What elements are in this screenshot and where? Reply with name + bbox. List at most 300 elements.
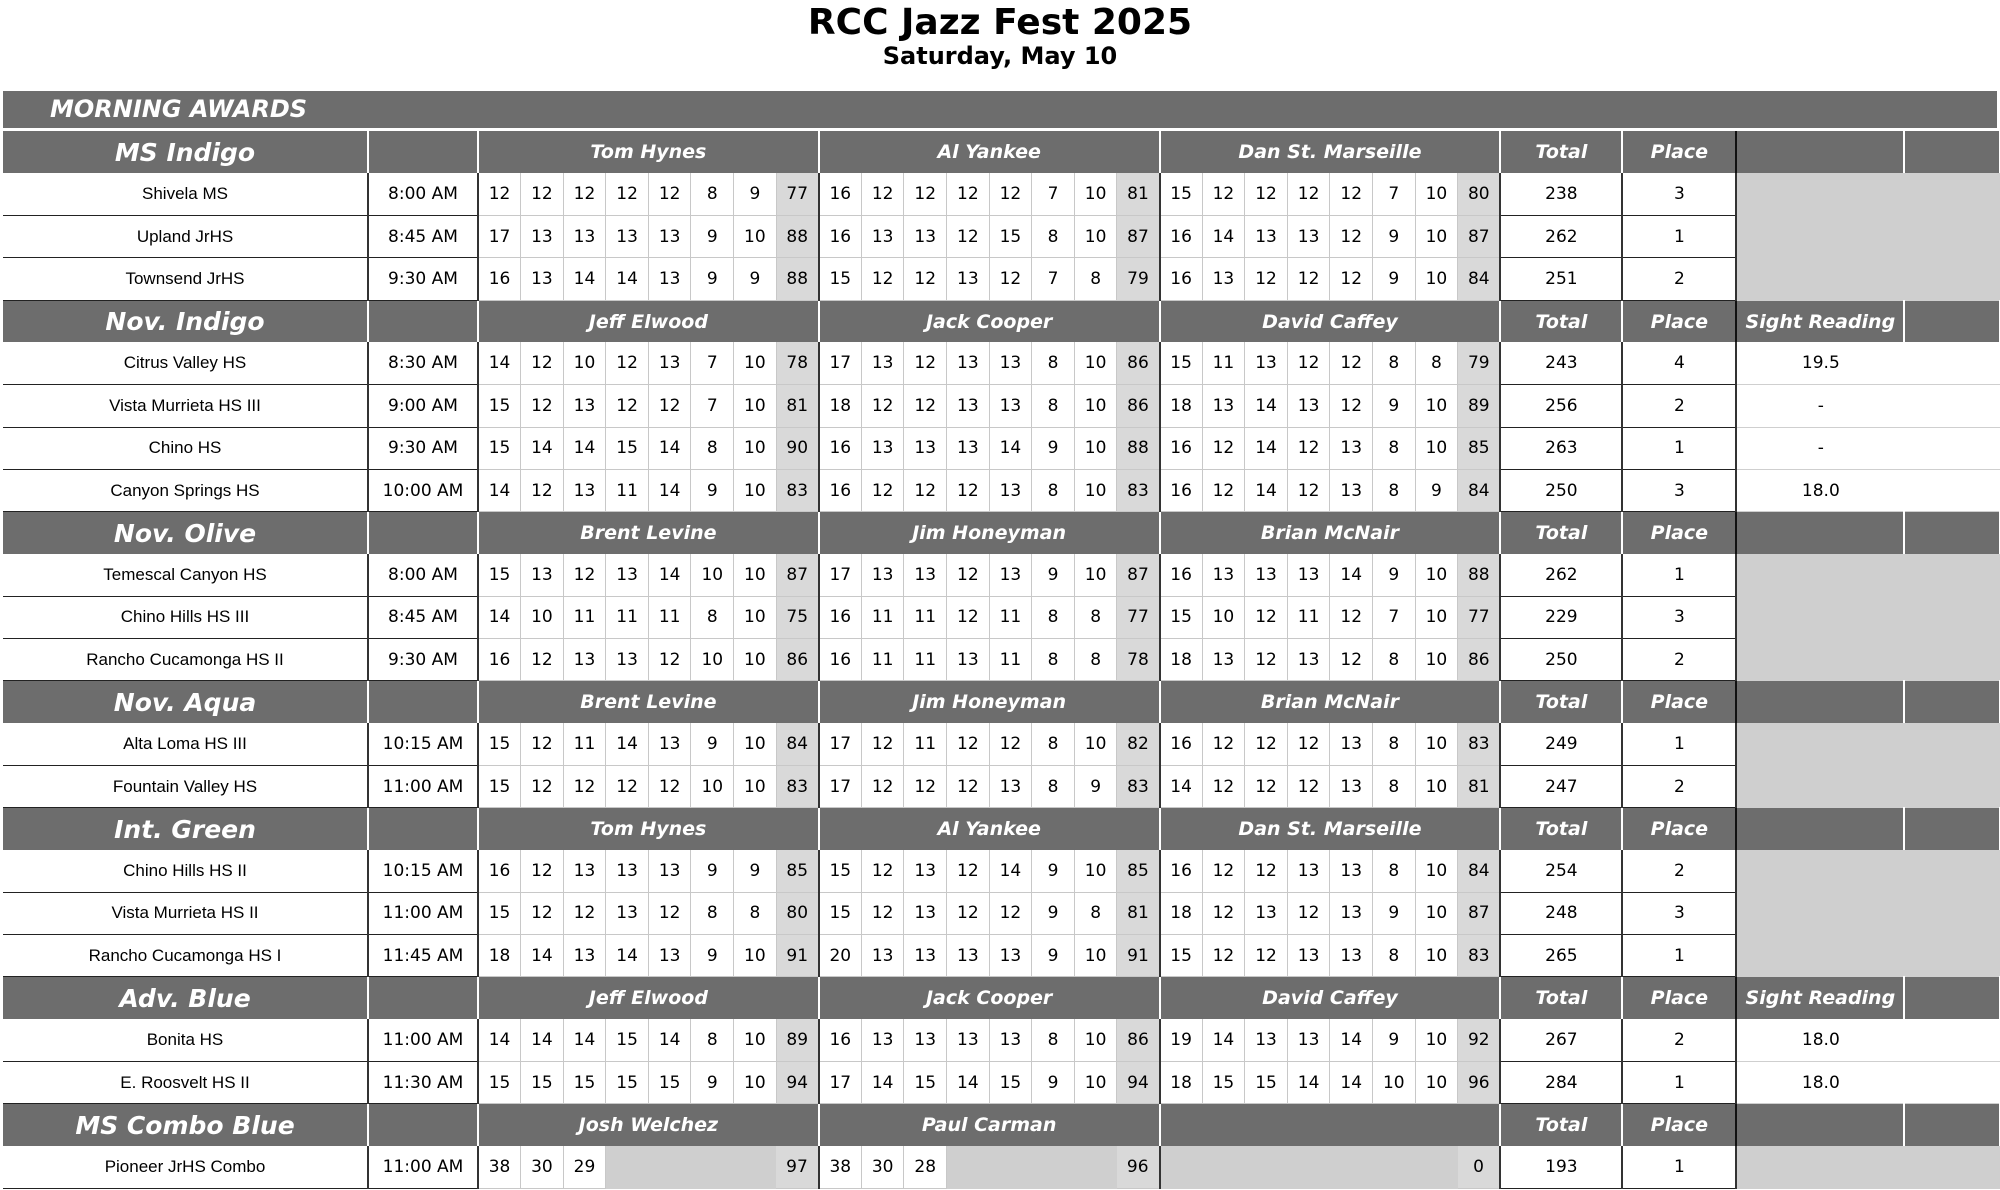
score-cell: 12 bbox=[861, 850, 904, 892]
score-cell: 11 bbox=[1287, 596, 1330, 638]
score-cell: 10 bbox=[1415, 765, 1458, 807]
score-cell: 14 bbox=[989, 850, 1032, 892]
score-cell: 13 bbox=[989, 1019, 1032, 1061]
trailing-cell bbox=[1904, 554, 2000, 596]
score-cell: 15 bbox=[1202, 1062, 1245, 1104]
score-cell: 13 bbox=[989, 342, 1032, 384]
score-cell: 14 bbox=[947, 1062, 990, 1104]
score-cell: 12 bbox=[989, 892, 1032, 934]
score-cell: 8 bbox=[734, 892, 777, 934]
score-cell: 10 bbox=[691, 765, 734, 807]
score-cell: 12 bbox=[947, 469, 990, 511]
total-score: 248 bbox=[1500, 892, 1622, 934]
score-cell: 10 bbox=[1074, 723, 1117, 765]
score-cell: 12 bbox=[904, 765, 947, 807]
sight-reading-empty bbox=[1736, 892, 1904, 934]
score-cell: 13 bbox=[989, 935, 1032, 977]
score-cell: 18 bbox=[1160, 892, 1203, 934]
trailing-header-cell bbox=[1904, 131, 2000, 173]
trailing-cell bbox=[1904, 723, 2000, 765]
score-cell: 15 bbox=[478, 427, 521, 469]
empty-score-cell bbox=[989, 1146, 1032, 1188]
score-cell: 12 bbox=[1245, 639, 1288, 681]
score-cell: 10 bbox=[734, 596, 777, 638]
score-cell: 14 bbox=[989, 427, 1032, 469]
score-cell: 12 bbox=[1245, 723, 1288, 765]
judge-name: Brian McNair bbox=[1160, 681, 1501, 723]
table-row bbox=[3, 1146, 2000, 1188]
score-cell: 9 bbox=[1415, 469, 1458, 511]
judge-subtotal: 86 bbox=[776, 639, 819, 681]
judge-subtotal: 96 bbox=[1458, 1062, 1501, 1104]
score-cell: 17 bbox=[819, 723, 862, 765]
judge-name: David Caffey bbox=[1160, 300, 1501, 342]
category-header bbox=[3, 1104, 2000, 1146]
performance-time: 11:00 AM bbox=[368, 1019, 478, 1061]
score-cell: 12 bbox=[606, 765, 649, 807]
score-cell: 12 bbox=[861, 723, 904, 765]
score-cell: 13 bbox=[1330, 850, 1373, 892]
performance-time: 9:30 AM bbox=[368, 639, 478, 681]
score-cell: 15 bbox=[648, 1062, 691, 1104]
sight-reading-header: Sight Reading bbox=[1736, 300, 1904, 342]
sight-reading-empty bbox=[1736, 935, 1904, 977]
score-cell: 13 bbox=[563, 639, 606, 681]
total-header: Total bbox=[1500, 131, 1622, 173]
score-cell: 8 bbox=[1032, 385, 1075, 427]
score-cell: 12 bbox=[1202, 892, 1245, 934]
score-cell: 13 bbox=[861, 554, 904, 596]
performance-time: 11:45 AM bbox=[368, 935, 478, 977]
judge-subtotal: 94 bbox=[776, 1062, 819, 1104]
score-cell: 13 bbox=[1330, 935, 1373, 977]
score-cell: 10 bbox=[521, 596, 564, 638]
score-cell: 13 bbox=[563, 469, 606, 511]
section-banner: MORNING AWARDS bbox=[3, 91, 1997, 128]
score-cell: 12 bbox=[904, 258, 947, 300]
judge-subtotal: 90 bbox=[776, 427, 819, 469]
judge-subtotal: 85 bbox=[1458, 427, 1501, 469]
score-cell: 12 bbox=[648, 385, 691, 427]
score-cell: 15 bbox=[1160, 342, 1203, 384]
total-score: 247 bbox=[1500, 765, 1622, 807]
judge-name: Brian McNair bbox=[1160, 512, 1501, 554]
sight-reading-header-blank bbox=[1736, 512, 1904, 554]
score-cell: 18 bbox=[1160, 385, 1203, 427]
trailing-header-cell bbox=[1904, 300, 2000, 342]
total-score: 243 bbox=[1500, 342, 1622, 384]
time-header-cell bbox=[368, 808, 478, 850]
trailing-cell bbox=[1904, 427, 2000, 469]
performance-time: 9:00 AM bbox=[368, 385, 478, 427]
score-cell: 13 bbox=[1245, 1019, 1288, 1061]
score-cell: 12 bbox=[861, 892, 904, 934]
score-cell: 11 bbox=[989, 596, 1032, 638]
empty-score-cell bbox=[1032, 1146, 1075, 1188]
score-cell: 16 bbox=[1160, 554, 1203, 596]
judge-subtotal: 96 bbox=[1117, 1146, 1160, 1188]
table-row bbox=[3, 1019, 2000, 1061]
judge-subtotal: 83 bbox=[1458, 723, 1501, 765]
score-cell: 11 bbox=[1202, 342, 1245, 384]
band-name: Pioneer JrHS Combo bbox=[3, 1146, 368, 1188]
empty-score-cell bbox=[734, 1146, 777, 1188]
score-cell: 12 bbox=[861, 173, 904, 215]
empty-score-cell bbox=[1415, 1146, 1458, 1188]
score-cell: 12 bbox=[1287, 427, 1330, 469]
score-cell: 15 bbox=[606, 1019, 649, 1061]
band-name: Shivela MS bbox=[3, 173, 368, 215]
score-cell: 13 bbox=[648, 258, 691, 300]
score-cell: 11 bbox=[648, 596, 691, 638]
score-cell: 10 bbox=[1074, 173, 1117, 215]
place-header: Place bbox=[1622, 300, 1736, 342]
judge-name: Al Yankee bbox=[819, 131, 1160, 173]
score-cell: 12 bbox=[1287, 173, 1330, 215]
score-cell: 8 bbox=[1032, 342, 1075, 384]
score-cell: 7 bbox=[1032, 173, 1075, 215]
score-cell: 10 bbox=[1415, 385, 1458, 427]
score-cell: 8 bbox=[1373, 469, 1416, 511]
score-cell: 10 bbox=[1415, 1019, 1458, 1061]
score-cell: 13 bbox=[1287, 554, 1330, 596]
score-cell: 12 bbox=[1287, 258, 1330, 300]
total-score: 256 bbox=[1500, 385, 1622, 427]
score-cell: 12 bbox=[1245, 258, 1288, 300]
score-cell: 9 bbox=[1032, 427, 1075, 469]
judge-subtotal: 91 bbox=[1117, 935, 1160, 977]
judge-subtotal: 91 bbox=[776, 935, 819, 977]
time-header-cell bbox=[368, 1104, 478, 1146]
score-cell: 9 bbox=[691, 258, 734, 300]
report-header bbox=[0, 0, 2000, 69]
judge-name: Jeff Elwood bbox=[478, 300, 819, 342]
score-cell: 11 bbox=[606, 469, 649, 511]
score-cell: 13 bbox=[1330, 427, 1373, 469]
score-cell: 7 bbox=[1032, 258, 1075, 300]
score-cell: 13 bbox=[947, 258, 990, 300]
score-cell: 13 bbox=[904, 935, 947, 977]
performance-time: 11:00 AM bbox=[368, 1146, 478, 1188]
score-cell: 17 bbox=[819, 342, 862, 384]
score-cell: 16 bbox=[1160, 427, 1203, 469]
band-name: Fountain Valley HS bbox=[3, 765, 368, 807]
score-cell: 13 bbox=[606, 216, 649, 258]
judge-subtotal: 85 bbox=[1117, 850, 1160, 892]
score-cell: 12 bbox=[521, 639, 564, 681]
score-cell: 13 bbox=[989, 469, 1032, 511]
trailing-header-cell bbox=[1904, 808, 2000, 850]
judge-subtotal: 88 bbox=[776, 216, 819, 258]
score-cell: 7 bbox=[691, 385, 734, 427]
score-cell: 11 bbox=[861, 596, 904, 638]
score-cell: 12 bbox=[861, 385, 904, 427]
score-cell: 12 bbox=[521, 342, 564, 384]
band-name: Vista Murrieta HS II bbox=[3, 892, 368, 934]
table-row bbox=[3, 1062, 2000, 1104]
score-cell: 9 bbox=[1032, 935, 1075, 977]
judge-name: Josh Welchez bbox=[478, 1104, 819, 1146]
judge-subtotal: 78 bbox=[1117, 639, 1160, 681]
place-value: 1 bbox=[1622, 1062, 1736, 1104]
score-cell: 15 bbox=[521, 1062, 564, 1104]
score-cell: 10 bbox=[734, 342, 777, 384]
sight-reading-header-blank bbox=[1736, 1104, 1904, 1146]
score-cell: 14 bbox=[478, 1019, 521, 1061]
score-cell: 12 bbox=[563, 554, 606, 596]
score-cell: 12 bbox=[1245, 765, 1288, 807]
score-cell: 28 bbox=[904, 1146, 947, 1188]
page-subtitle: Saturday, May 10 bbox=[882, 42, 1118, 70]
judge-subtotal: 84 bbox=[1458, 850, 1501, 892]
judge-subtotal: 81 bbox=[1117, 892, 1160, 934]
score-cell: 10 bbox=[1074, 1062, 1117, 1104]
score-cell: 12 bbox=[947, 216, 990, 258]
band-name: Citrus Valley HS bbox=[3, 342, 368, 384]
page-title: RCC Jazz Fest 2025 bbox=[807, 2, 1193, 43]
time-header-cell bbox=[368, 300, 478, 342]
score-cell: 12 bbox=[947, 554, 990, 596]
score-cell: 12 bbox=[989, 723, 1032, 765]
sight-reading-score: 19.5 bbox=[1736, 342, 1904, 384]
score-cell: 12 bbox=[1330, 596, 1373, 638]
empty-score-cell bbox=[606, 1146, 649, 1188]
score-cell: 13 bbox=[1245, 342, 1288, 384]
judge-subtotal: 84 bbox=[1458, 258, 1501, 300]
score-cell: 12 bbox=[1330, 258, 1373, 300]
trailing-cell bbox=[1904, 765, 2000, 807]
table-row bbox=[3, 216, 2000, 258]
score-cell: 15 bbox=[1245, 1062, 1288, 1104]
category-header bbox=[3, 977, 2000, 1019]
score-cell: 10 bbox=[734, 765, 777, 807]
score-cell: 15 bbox=[819, 850, 862, 892]
score-cell: 13 bbox=[521, 554, 564, 596]
sight-reading-empty bbox=[1736, 258, 1904, 300]
score-cell: 8 bbox=[1074, 258, 1117, 300]
score-cell: 12 bbox=[947, 173, 990, 215]
score-cell: 14 bbox=[606, 723, 649, 765]
score-cell: 12 bbox=[1202, 427, 1245, 469]
score-cell: 13 bbox=[1245, 216, 1288, 258]
trailing-cell bbox=[1904, 258, 2000, 300]
empty-score-cell bbox=[1287, 1146, 1330, 1188]
score-cell: 11 bbox=[606, 596, 649, 638]
score-cell: 8 bbox=[1373, 723, 1416, 765]
judge-subtotal: 84 bbox=[1458, 469, 1501, 511]
judge-subtotal: 87 bbox=[1458, 892, 1501, 934]
score-cell: 12 bbox=[1202, 173, 1245, 215]
total-score: 262 bbox=[1500, 554, 1622, 596]
score-cell: 10 bbox=[1415, 216, 1458, 258]
score-cell: 16 bbox=[819, 216, 862, 258]
scores-table-body bbox=[3, 131, 2000, 1188]
score-cell: 11 bbox=[861, 639, 904, 681]
score-cell: 10 bbox=[734, 639, 777, 681]
score-cell: 8 bbox=[1074, 596, 1117, 638]
sight-reading-empty bbox=[1736, 639, 1904, 681]
score-cell: 12 bbox=[947, 892, 990, 934]
score-cell: 13 bbox=[861, 427, 904, 469]
sight-reading-empty bbox=[1736, 850, 1904, 892]
scores-table bbox=[3, 131, 2000, 1189]
sight-reading-score: 18.0 bbox=[1736, 1019, 1904, 1061]
score-cell: 13 bbox=[563, 935, 606, 977]
score-cell: 12 bbox=[1330, 639, 1373, 681]
judge-subtotal: 87 bbox=[1458, 216, 1501, 258]
score-cell: 12 bbox=[478, 173, 521, 215]
score-cell: 16 bbox=[478, 258, 521, 300]
performance-time: 9:30 AM bbox=[368, 427, 478, 469]
category-name: Int. Green bbox=[3, 808, 368, 850]
empty-score-cell bbox=[648, 1146, 691, 1188]
score-cell: 12 bbox=[904, 385, 947, 427]
score-cell: 16 bbox=[1160, 850, 1203, 892]
table-row bbox=[3, 342, 2000, 384]
table-row bbox=[3, 850, 2000, 892]
score-cell: 12 bbox=[947, 850, 990, 892]
trailing-cell bbox=[1904, 1019, 2000, 1061]
place-value: 3 bbox=[1622, 892, 1736, 934]
score-cell: 12 bbox=[648, 639, 691, 681]
score-cell: 10 bbox=[734, 554, 777, 596]
score-cell: 8 bbox=[1032, 765, 1075, 807]
score-cell: 13 bbox=[989, 765, 1032, 807]
score-cell: 18 bbox=[478, 935, 521, 977]
category-header bbox=[3, 131, 2000, 173]
score-cell: 7 bbox=[691, 342, 734, 384]
score-cell: 16 bbox=[819, 596, 862, 638]
score-cell: 14 bbox=[606, 935, 649, 977]
score-cell: 12 bbox=[606, 385, 649, 427]
total-score: 238 bbox=[1500, 173, 1622, 215]
performance-time: 11:30 AM bbox=[368, 1062, 478, 1104]
score-cell: 15 bbox=[606, 427, 649, 469]
judge-subtotal: 79 bbox=[1117, 258, 1160, 300]
total-score: 254 bbox=[1500, 850, 1622, 892]
judge-subtotal: 86 bbox=[1458, 639, 1501, 681]
score-cell: 13 bbox=[606, 639, 649, 681]
place-value: 1 bbox=[1622, 935, 1736, 977]
score-cell: 38 bbox=[478, 1146, 521, 1188]
empty-score-cell bbox=[1245, 1146, 1288, 1188]
score-cell: 12 bbox=[1330, 385, 1373, 427]
score-cell: 17 bbox=[819, 554, 862, 596]
score-cell: 8 bbox=[1373, 427, 1416, 469]
score-cell: 12 bbox=[606, 342, 649, 384]
score-cell: 14 bbox=[648, 427, 691, 469]
score-cell: 10 bbox=[1074, 342, 1117, 384]
score-cell: 10 bbox=[1415, 892, 1458, 934]
empty-score-cell bbox=[691, 1146, 734, 1188]
score-cell: 10 bbox=[1074, 850, 1117, 892]
judge-subtotal: 89 bbox=[776, 1019, 819, 1061]
score-cell: 9 bbox=[1373, 216, 1416, 258]
band-name: Chino Hills HS III bbox=[3, 596, 368, 638]
judge-name: Dan St. Marseille bbox=[1160, 808, 1501, 850]
score-cell: 12 bbox=[1330, 173, 1373, 215]
score-cell: 12 bbox=[521, 385, 564, 427]
score-cell: 11 bbox=[904, 723, 947, 765]
score-cell: 16 bbox=[819, 173, 862, 215]
score-cell: 14 bbox=[1202, 216, 1245, 258]
place-header: Place bbox=[1622, 977, 1736, 1019]
performance-time: 10:00 AM bbox=[368, 469, 478, 511]
category-name: MS Combo Blue bbox=[3, 1104, 368, 1146]
trailing-cell bbox=[1904, 850, 2000, 892]
score-cell: 8 bbox=[1032, 216, 1075, 258]
score-cell: 15 bbox=[478, 892, 521, 934]
empty-score-cell bbox=[1330, 1146, 1373, 1188]
judge-subtotal: 86 bbox=[1117, 1019, 1160, 1061]
performance-time: 11:00 AM bbox=[368, 765, 478, 807]
score-cell: 38 bbox=[819, 1146, 862, 1188]
score-cell: 9 bbox=[691, 850, 734, 892]
score-cell: 14 bbox=[1330, 1062, 1373, 1104]
judge-subtotal: 79 bbox=[1458, 342, 1501, 384]
score-cell: 13 bbox=[904, 216, 947, 258]
table-row bbox=[3, 935, 2000, 977]
total-score: 249 bbox=[1500, 723, 1622, 765]
judge-subtotal: 87 bbox=[776, 554, 819, 596]
trailing-cell bbox=[1904, 342, 2000, 384]
score-cell: 8 bbox=[1032, 723, 1075, 765]
score-cell: 12 bbox=[947, 723, 990, 765]
score-cell: 13 bbox=[1245, 554, 1288, 596]
score-cell: 12 bbox=[861, 765, 904, 807]
score-cell: 16 bbox=[1160, 469, 1203, 511]
judge-name: Jim Honeyman bbox=[819, 681, 1160, 723]
sight-reading-empty bbox=[1736, 596, 1904, 638]
place-value: 2 bbox=[1622, 765, 1736, 807]
score-cell: 13 bbox=[648, 723, 691, 765]
score-cell: 18 bbox=[819, 385, 862, 427]
score-cell: 13 bbox=[563, 850, 606, 892]
place-value: 2 bbox=[1622, 639, 1736, 681]
judge-name: Dan St. Marseille bbox=[1160, 131, 1501, 173]
score-cell: 10 bbox=[734, 469, 777, 511]
judge-subtotal: 89 bbox=[1458, 385, 1501, 427]
score-cell: 15 bbox=[478, 1062, 521, 1104]
score-cell: 13 bbox=[1330, 723, 1373, 765]
score-cell: 14 bbox=[1245, 385, 1288, 427]
judge-subtotal: 80 bbox=[1458, 173, 1501, 215]
empty-score-cell bbox=[1160, 1146, 1203, 1188]
judge-subtotal: 83 bbox=[1458, 935, 1501, 977]
score-cell: 12 bbox=[1202, 469, 1245, 511]
score-cell: 12 bbox=[521, 469, 564, 511]
category-name: Adv. Blue bbox=[3, 977, 368, 1019]
sight-reading-empty bbox=[1736, 1146, 1904, 1188]
score-cell: 13 bbox=[904, 892, 947, 934]
score-cell: 10 bbox=[1074, 469, 1117, 511]
score-cell: 16 bbox=[819, 469, 862, 511]
total-score: 250 bbox=[1500, 469, 1622, 511]
score-cell: 12 bbox=[521, 723, 564, 765]
sight-reading-score: - bbox=[1736, 427, 1904, 469]
score-cell: 12 bbox=[1245, 935, 1288, 977]
score-cell: 9 bbox=[1032, 850, 1075, 892]
sight-reading-header-blank bbox=[1736, 681, 1904, 723]
place-value: 3 bbox=[1622, 469, 1736, 511]
score-cell: 15 bbox=[478, 723, 521, 765]
score-cell: 13 bbox=[904, 850, 947, 892]
judge-subtotal: 88 bbox=[1458, 554, 1501, 596]
table-row bbox=[3, 596, 2000, 638]
performance-time: 8:45 AM bbox=[368, 596, 478, 638]
score-cell: 10 bbox=[1415, 639, 1458, 681]
score-cell: 9 bbox=[691, 935, 734, 977]
